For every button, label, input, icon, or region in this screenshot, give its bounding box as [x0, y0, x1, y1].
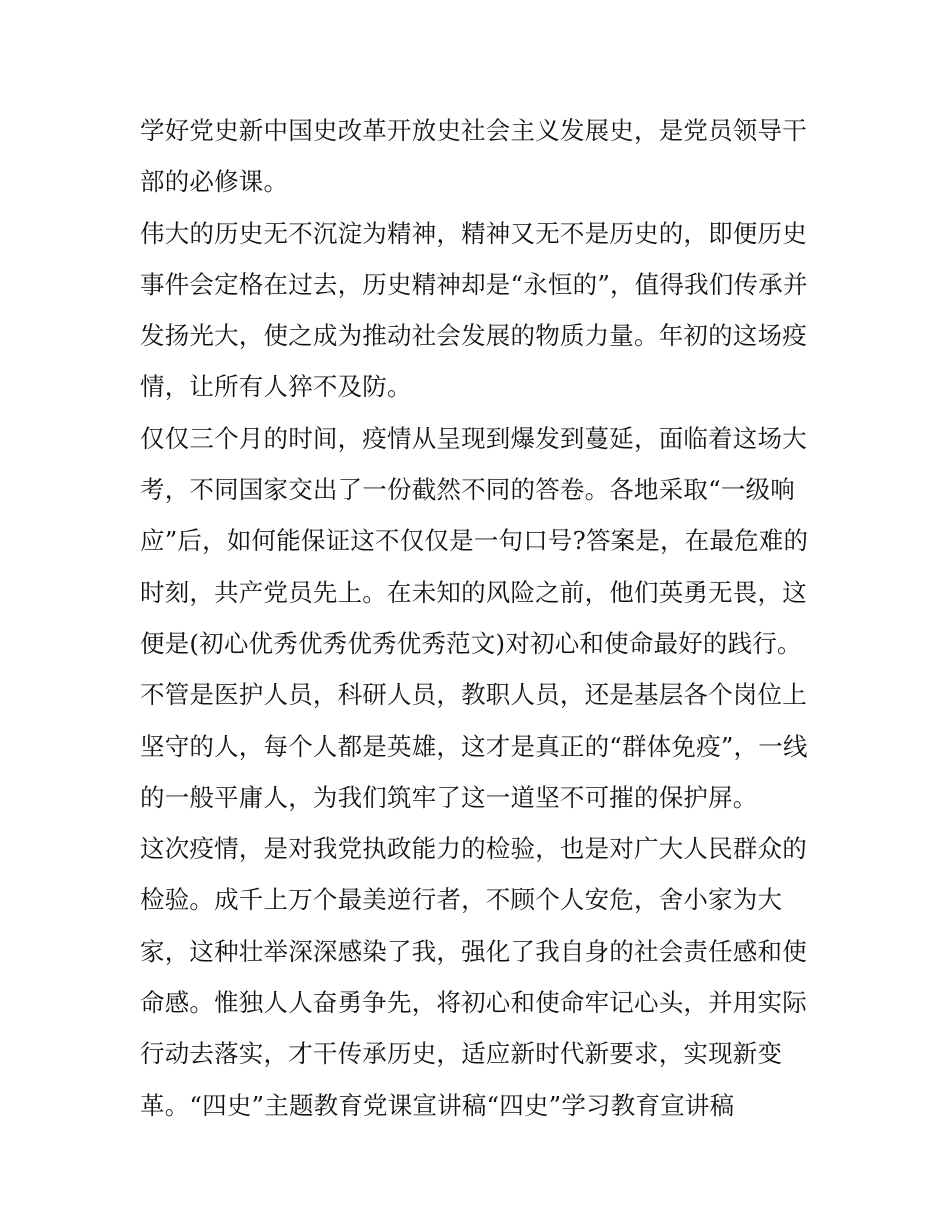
paragraph-3: 仅仅三个月的时间，疫情从呈现到爆发到蔓延，面临着这场大考，不同国家交出了一份截然不同的答卷。各地采取“一级响应”后，如何能保证这不仅仅是一句口号?答案是，在最危难的时刻，共产党员先上。在未知的风险之前，他们英勇无畏，这便是(初心优秀优秀优秀优秀范文)对初心和使命最好的践行。 [140, 423, 809, 658]
paragraph-5: 这次疫情，是对我党执政能力的检验，也是对广大人民群众的检验。成千上万个最美逆行者，不顾个人安危，舍小家为大家，这种壮举深深感染了我，强化了我自身的社会责任感和使命感。惟独人人奋勇争先，将初心和使命牢记心头，并用实际行动去落实，才干传承历史，适应新时代新要求，实现新变革。“四史”主题教育党课宣讲稿“四史”学习教育宣讲稿 [140, 834, 807, 1120]
paragraph-4: 不管是医护人员，科研人员，教职人员，还是基层各个岗位上坚守的人，每个人都是英雄，这才是真正的“群体免疫”，一线的一般平庸人，为我们筑牢了这一道坚不可摧的保护屏。 [140, 680, 808, 812]
body-text [140, 105, 820, 1131]
paragraph-2: 伟大的历史无不沉淀为精神，精神又无不是历史的，即便历史事件会定格在过去，历史精神却是“永恒的”，值得我们传承并发扬光大，使之成为推动社会发展的物质力量。年初的这场疫情，让所有人猝不及防。 [140, 218, 808, 402]
paragraph-1: 学好党史新中国史改革开放史社会主义发展史，是党员领导干部的必修课。 [140, 116, 807, 197]
